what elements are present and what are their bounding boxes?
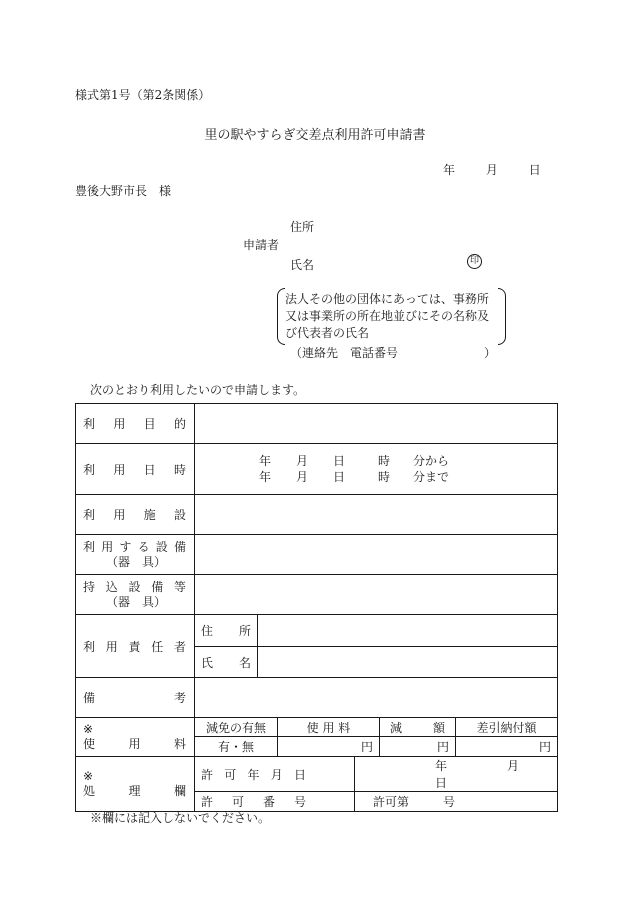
remarks-label-cell (76, 678, 195, 718)
responsible-label-cell (76, 615, 195, 678)
row-carry-in (76, 575, 558, 615)
permit-number-value[interactable]: 許可第 号 (355, 792, 558, 812)
datetime-label: 利 用 日 時 (83, 462, 186, 477)
carry-in-input[interactable] (195, 575, 558, 615)
permit-number-label: 許 可 番 号 (195, 792, 355, 812)
form-number: 様式第1号（第2条関係） (75, 88, 211, 102)
purpose-label: 利 用 目 的 (83, 417, 186, 431)
equipment-label: 利 用 す る 設 備 （器 具） (83, 539, 186, 569)
process-label: ※ 処 理 欄 (83, 769, 186, 798)
facility-input[interactable] (195, 495, 558, 535)
balance-header: 差引納付額 (456, 718, 558, 737)
fee-header: 使 用 料 (278, 718, 380, 737)
row-responsible-address (76, 615, 558, 647)
row-equipment (76, 535, 558, 575)
carry-in-label: 持 込 設 備 等 （器 具） (83, 579, 186, 609)
resp-name-label-cell: 氏 名 (195, 647, 258, 678)
permit-date-label: 許 可 年 月 日 (195, 757, 355, 792)
facility-label: 利 用 施 設 (83, 508, 186, 522)
row-fee-header (76, 718, 558, 737)
date-month-label: 月 (485, 163, 498, 177)
fee-label-cell (76, 718, 195, 757)
resp-address-input[interactable] (258, 615, 558, 647)
intro-text: 次のとおり利用したいので申請します。 (90, 383, 306, 397)
applicant-address-label: 住所 (290, 220, 315, 234)
equipment-input[interactable] (195, 535, 558, 575)
datetime-to: 年 月 日 時 分まで (259, 470, 450, 484)
applicant-label: 申請者 (243, 238, 280, 252)
contact-close-paren: ） (484, 346, 497, 360)
date-day-label: 日 (528, 163, 541, 177)
reduction-amount[interactable]: 円 (380, 737, 456, 757)
remarks-label: 備 考 (83, 691, 186, 705)
resp-address-label-cell: 住 所 (195, 615, 258, 647)
equipment-label-cell (76, 535, 195, 575)
row-facility (76, 495, 558, 535)
exemption-value[interactable]: 有・無 (195, 737, 278, 757)
remarks-input[interactable] (195, 678, 558, 718)
row-purpose (76, 404, 558, 444)
datetime-input[interactable] (195, 444, 558, 495)
datetime-from: 年 月 日 時 分から (259, 454, 450, 468)
reduction-header: 減 額 (380, 718, 456, 737)
seal-mark: 印 (467, 254, 482, 269)
fee-label: ※ 使 用 料 (83, 722, 186, 751)
resp-name-input[interactable] (258, 647, 558, 678)
facility-label-cell (76, 495, 195, 535)
application-table (75, 403, 558, 812)
corporation-note: 法人その他の団体にあっては、事務所又は事業所の所在地並びにその名称及び代表者の氏名 (281, 291, 502, 342)
permit-date-value[interactable]: 年 月日 (355, 757, 558, 792)
purpose-input[interactable] (195, 404, 558, 444)
row-remarks (76, 678, 558, 718)
applicant-name-label: 氏名 (290, 258, 315, 272)
footer-note: ※欄には記入しないでください。 (90, 811, 271, 825)
responsible-label: 利 用 責 任 者 (83, 639, 186, 654)
balance-amount[interactable]: 円 (456, 737, 558, 757)
fee-amount[interactable]: 円 (278, 737, 380, 757)
carry-in-label-cell (76, 575, 195, 615)
datetime-label-cell (76, 444, 195, 495)
row-datetime (76, 444, 558, 495)
purpose-label-cell (76, 404, 195, 444)
document-title: 里の駅やすらぎ交差点利用許可申請書 (204, 128, 426, 143)
row-permit-date (76, 757, 558, 792)
addressee: 豊後大野市長 様 (75, 184, 172, 198)
exemption-header: 減免の有無 (195, 718, 278, 737)
application-date (443, 161, 541, 178)
contact-phone-label: （連絡先 電話番号 (290, 346, 399, 360)
date-year-label: 年 (443, 163, 456, 177)
process-label-cell (76, 757, 195, 812)
